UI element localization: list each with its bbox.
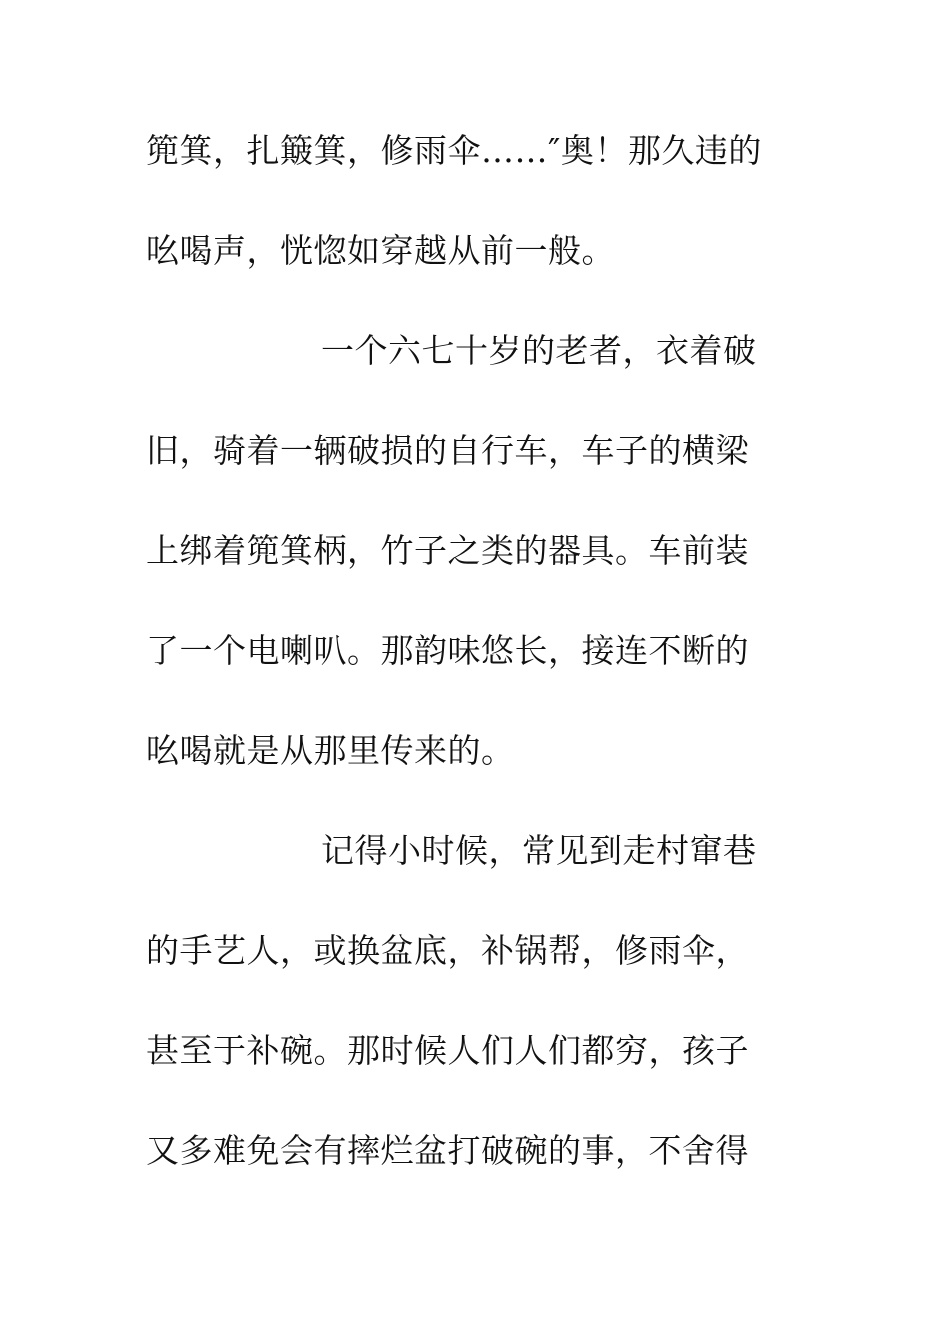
text-line: 甚至于补碗。那时候人们人们都穷，孩子 [146,1031,749,1070]
text-line: 上绑着篼箕柄，竹子之类的器具。车前装 [146,531,749,570]
text-line: 篼箕，扎簸箕，修雨伞……″奥！那久违的 [146,131,762,170]
text-line: 旧，骑着一辆破损的自行车，车子的横梁 [146,431,749,470]
paragraph-first-line: 记得小时候，常见到走村窜巷 [321,831,757,870]
text-line: 吆喝声，恍惚如穿越从前一般。 [146,231,615,270]
text-line: 的手艺人，或换盆底，补锅帮，修雨伞， [146,931,749,970]
text-line: 吆喝就是从那里传来的。 [146,731,515,770]
paragraph-first-line: 一个六七十岁的老者，衣着破 [321,331,757,370]
text-line: 又多难免会有摔烂盆打破碗的事，不舍得 [146,1131,749,1170]
text-line: 了一个电喇叭。那韵味悠长，接连不断的 [146,631,749,670]
